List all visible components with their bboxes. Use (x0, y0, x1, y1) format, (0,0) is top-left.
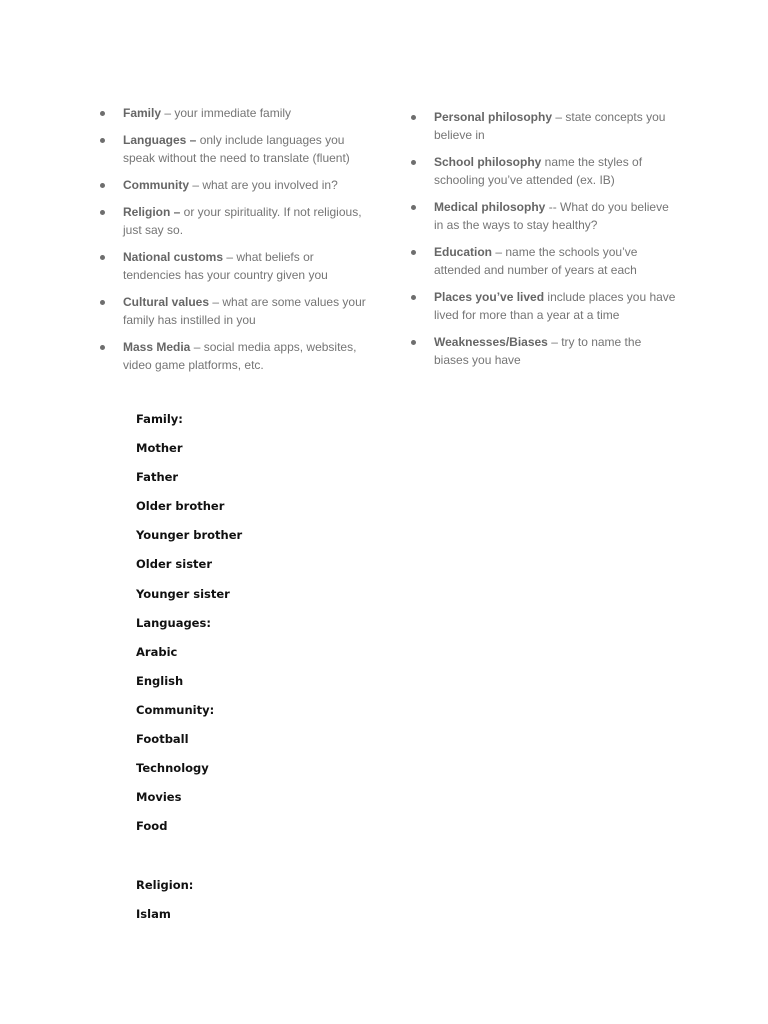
prompt-item-medical-philosophy (409, 198, 677, 234)
prompt-item-places-lived (409, 288, 677, 324)
bullet-icon (100, 345, 105, 350)
prompt-desc: – state concepts you believe in (434, 110, 666, 142)
bullet-icon (411, 295, 416, 300)
bullet-icon (411, 115, 416, 120)
community-item: Technology (136, 761, 209, 776)
bullet-icon (100, 111, 105, 116)
prompt-term: Places you’ve lived (434, 290, 545, 304)
prompt-item-cultural-values (98, 293, 370, 329)
community-heading: Community: (136, 702, 215, 717)
prompt-desc: – what beliefs or tendencies has your country given you (123, 250, 328, 282)
languages-heading: Languages: (136, 615, 211, 630)
prompt-item-national-customs (98, 248, 370, 284)
community-item: Football (136, 732, 189, 747)
prompt-desc: – what are some values your family has instilled in you (123, 295, 366, 327)
religion-heading: Religion: (136, 877, 194, 892)
family-member-item: Father (136, 470, 179, 485)
prompt-term: Family (123, 106, 162, 120)
community-item: Food (136, 819, 168, 834)
religion-item: Islam (136, 906, 171, 921)
right-prompt-list (409, 108, 677, 378)
prompt-term: Languages – (123, 133, 197, 147)
prompt-desc: include places you have lived for more than a year at a time (434, 290, 676, 322)
bullet-icon (100, 138, 105, 143)
prompt-desc: – name the schools you’ve attended and number of years at each (434, 245, 638, 277)
language-item: English (136, 673, 184, 688)
prompt-item-personal-philosophy (409, 108, 677, 144)
prompt-term: Cultural values (123, 295, 210, 309)
family-member-item: Younger sister (136, 586, 230, 601)
bullet-icon (411, 205, 416, 210)
prompt-desc: – social media apps, websites, video game platforms, etc. (123, 340, 357, 372)
bullet-icon (100, 300, 105, 305)
prompt-desc: name the styles of schooling you’ve attended (ex. IB) (434, 155, 643, 187)
prompt-desc: only include languages you speak without the need to translate (fluent) (123, 133, 350, 165)
answers-section (136, 409, 436, 933)
family-member-item: Older sister (136, 557, 213, 572)
left-prompt-list (98, 104, 370, 383)
bullet-icon (411, 340, 416, 345)
prompt-item-school-philosophy (409, 153, 677, 189)
prompt-term: Community (123, 178, 189, 192)
prompt-term: Education (434, 245, 493, 259)
family-member-item: Mother (136, 441, 183, 456)
prompt-item-community (98, 176, 370, 194)
prompt-item-religion (98, 203, 370, 239)
language-item: Arabic (136, 644, 178, 659)
bullet-icon (100, 255, 105, 260)
prompt-desc: or your spirituality. If not religious, just say so. (123, 205, 362, 237)
community-item: Movies (136, 790, 182, 805)
prompt-desc: -- What do you believe in as the ways to stay healthy? (434, 200, 669, 232)
prompt-desc: – your immediate family (161, 106, 292, 120)
prompt-term: National customs (123, 250, 224, 264)
blank-line (136, 845, 436, 874)
bullet-icon (411, 160, 416, 165)
prompt-term: Weaknesses/Biases (434, 335, 548, 349)
prompt-term: Medical philosophy (434, 200, 546, 214)
family-member-item: Younger brother (136, 528, 243, 543)
prompt-item-weaknesses-biases (409, 333, 677, 369)
bullet-icon (100, 210, 105, 215)
prompt-term: Personal philosophy (434, 110, 553, 124)
prompt-item-family (98, 104, 370, 122)
prompt-desc: – what are you involved in? (189, 178, 338, 192)
prompt-term: School philosophy (434, 155, 542, 169)
prompt-term: Religion – (123, 205, 181, 219)
prompt-item-languages (98, 131, 370, 167)
bullet-icon (100, 183, 105, 188)
family-heading: Family: (136, 412, 183, 426)
family-member-item: Older brother (136, 499, 225, 514)
prompt-item-mass-media (98, 338, 370, 374)
prompt-desc: – try to name the biases you have (434, 335, 642, 367)
prompt-item-education (409, 243, 677, 279)
prompt-term: Mass Media (123, 340, 191, 354)
bullet-icon (411, 250, 416, 255)
